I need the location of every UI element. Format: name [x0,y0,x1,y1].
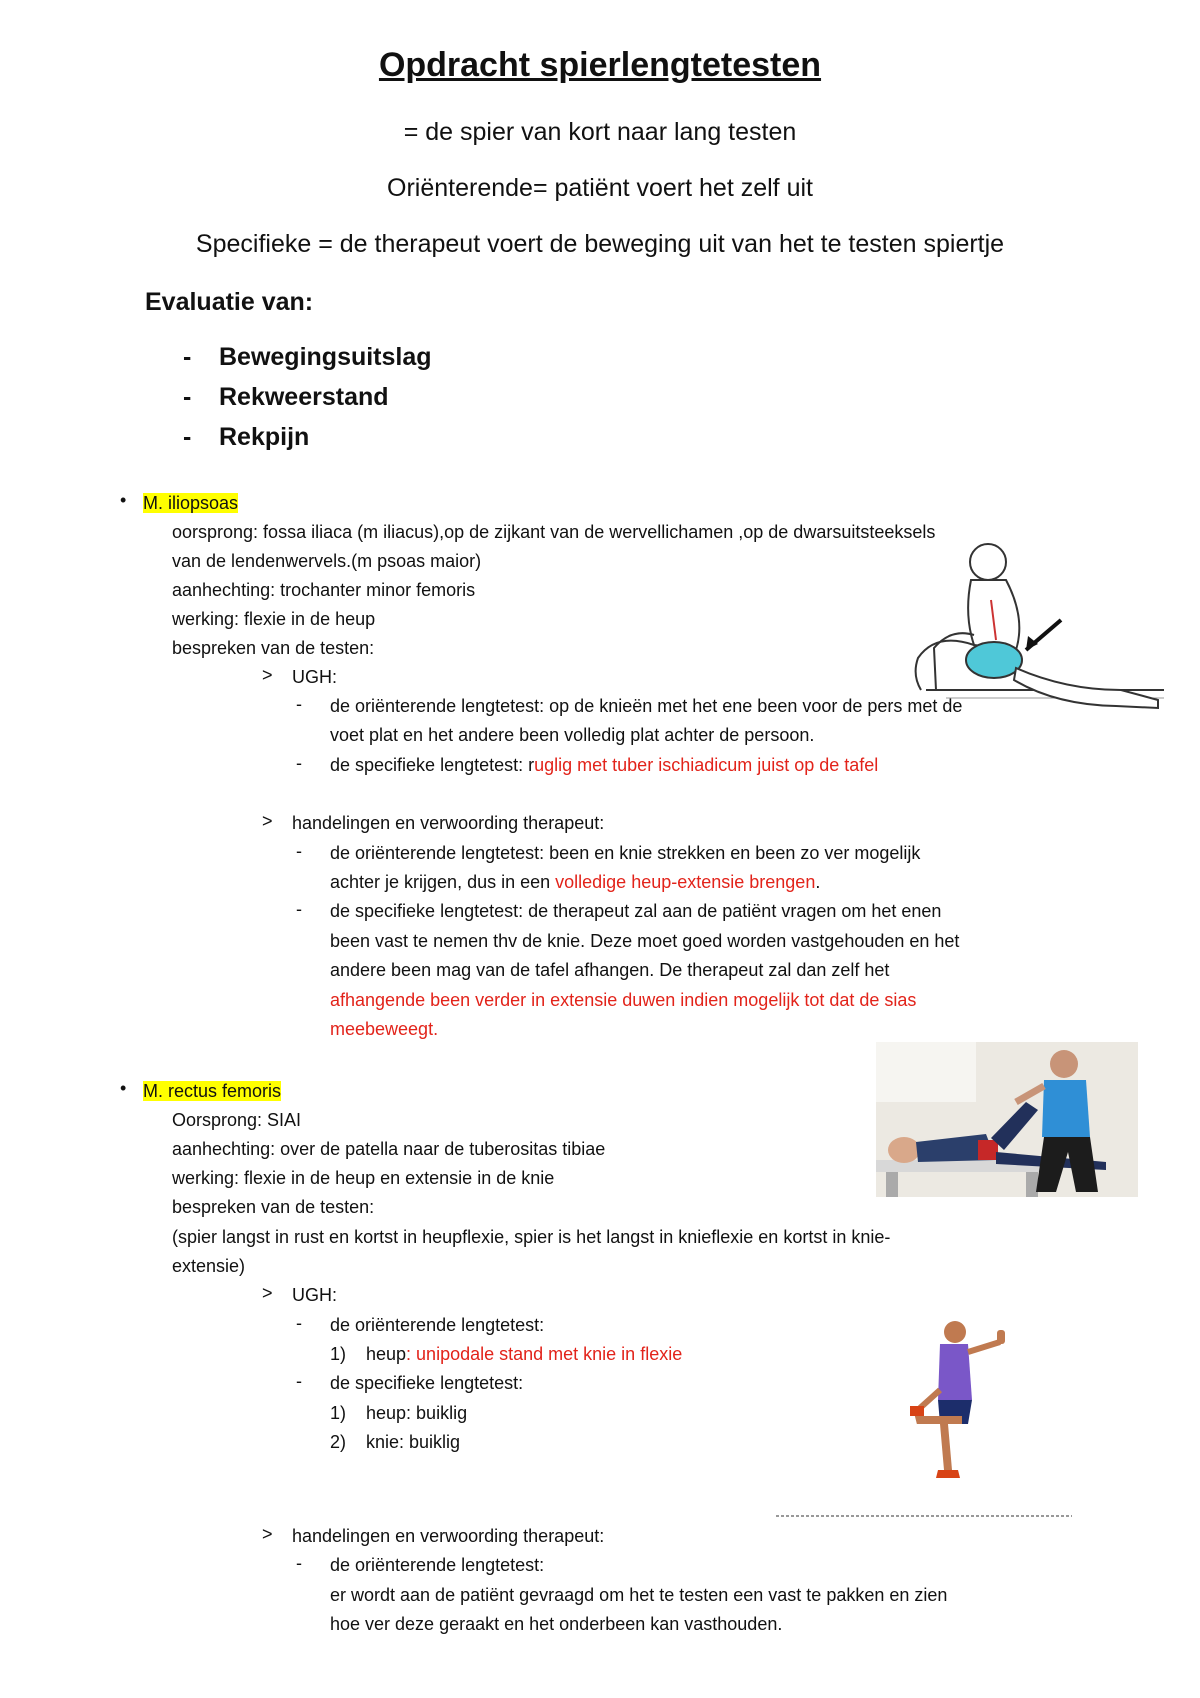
criterion-label: Rekpijn [219,423,310,451]
muscle-name: M. iliopsoas [143,493,239,513]
origin-line: oorsprong: fossa iliaca (m iliacus),op de zijkant van de wervellichamen ,op de dwarsuitsteeksels [172,522,936,542]
muscle-heading [143,491,238,515]
arrow-icon: > [262,1524,273,1544]
orienting-action-line: de oriënterende lengtetest: been en knie strekken en been zo ver mogelijk [330,843,921,863]
orienting-action-end: . [815,872,821,892]
arrow-icon: > [262,1283,273,1303]
item-number: 1) [330,1403,347,1423]
dash-mark: - [183,423,192,451]
note-line-cont: extensie) [172,1256,246,1276]
specific-definition: Specifieke = de therapeut voert de beweging uit van het te testen spiertje [195,230,1005,258]
orienting-definition: Oriënterende= patiënt voert het zelf uit [387,174,813,202]
dash-mark: - [296,753,302,773]
specific-action-line: been vast te nemen thv de knie. Deze moet goed worden vastgehouden en het [330,931,960,951]
orienting-action-line: er wordt aan de patiënt gevraagd om het te testen een vast te pakken en zien [330,1585,948,1605]
specific-test-red: uglig met tuber ischiadicum juist op de tafel [534,755,879,775]
origin-line-cont: van de lendenwervels.(m psoas maior) [172,551,482,571]
orienting-action-red: volledige heup-extensie brengen [555,872,816,892]
action-line: werking: flexie in de heup [172,609,376,629]
muscle-name: M. rectus femoris [143,1081,282,1101]
specific-test-label: de specifieke lengtetest: [330,1373,524,1393]
iliopsoas-stretch-illustration [876,540,1166,730]
dash-mark: - [296,1553,302,1573]
actions-label: handelingen en verwoording therapeut: [292,1526,605,1546]
dash-mark: - [296,1313,302,1333]
orienting-action-line-cont: hoe ver deze geraakt en het onderbeen kan vasthouden. [330,1614,783,1634]
dash-mark: - [183,383,192,411]
item-text: knie: buiklig [366,1432,461,1452]
orienting-test-item [330,1342,682,1366]
muscle-heading [143,1079,281,1103]
orienting-test-line: de oriënterende lengtetest: op de knieën met het ene been voor de pers met de [330,696,963,716]
criterion-item [183,383,389,412]
orienting-action-text: achter je krijgen, dus in een [330,872,556,892]
image-caption-strip [776,1506,1072,1512]
insertion-line: aanhechting: trochanter minor femoris [172,580,476,600]
arrow-icon: > [262,665,273,685]
criterion-label: Rekweerstand [219,383,389,411]
evaluation-heading: Evaluatie van: [145,288,314,316]
dash-mark: - [296,899,302,919]
insertion-line: aanhechting: over de patella naar de tuberositas tibiae [172,1139,606,1159]
specific-test-line [330,753,878,777]
tests-line: bespreken van de testen: [172,1197,375,1217]
bullet-icon: • [120,490,127,510]
criterion-label: Bewegingsuitslag [219,343,432,371]
quadriceps-stretch-illustration [900,1320,1015,1490]
tests-line: bespreken van de testen: [172,638,375,658]
item-number: 1) [330,1344,347,1364]
ugh-label: UGH: [292,667,337,687]
specific-test-item [330,1401,467,1425]
specific-action-red: meebeweegt. [330,1019,439,1039]
rectus-femoris-test-photo [876,1042,1138,1197]
criterion-item [183,343,432,372]
specific-action-line: andere been mag van de tafel afhangen. De therapeut zal dan zelf het [330,960,890,980]
origin-line: Oorsprong: SIAI [172,1110,302,1130]
orienting-action-label: de oriënterende lengtetest: [330,1555,545,1575]
orienting-test-label: de oriënterende lengtetest: [330,1315,545,1335]
dash-mark: - [183,343,192,371]
arrow-icon: > [262,811,273,831]
dash-mark: - [296,1371,302,1391]
action-line: werking: flexie in de heup en extensie in de knie [172,1168,555,1188]
definition-line: = de spier van kort naar lang testen [403,118,797,146]
actions-label: handelingen en verwoording therapeut: [292,813,605,833]
note-line: (spier langst in rust en kortst in heupflexie, spier is het langst in knieflexie en kortst in knie- [172,1227,891,1247]
item-text: heup [366,1344,407,1364]
specific-test-item [330,1430,460,1454]
specific-test-label: de specifieke lengtetest: r [330,755,535,775]
ugh-label: UGH: [292,1285,337,1305]
bullet-icon: • [120,1078,127,1098]
specific-action-red: afhangende been verder in extensie duwen indien mogelijk tot dat de sias [330,990,917,1010]
dash-mark: - [296,694,302,714]
item-text: heup: buiklig [366,1403,468,1423]
specific-action-line: de specifieke lengtetest: de therapeut zal aan de patiënt vragen om het enen [330,901,942,921]
orienting-test-line-cont: voet plat en het andere been volledig plat achter de persoon. [330,725,815,745]
item-number: 2) [330,1432,347,1452]
item-red-text: : unipodale stand met knie in flexie [406,1344,683,1364]
orienting-action-line-cont [330,870,820,894]
dash-mark: - [296,841,302,861]
criterion-item [183,423,309,452]
page-title: Opdracht spierlengtetesten [378,46,822,84]
